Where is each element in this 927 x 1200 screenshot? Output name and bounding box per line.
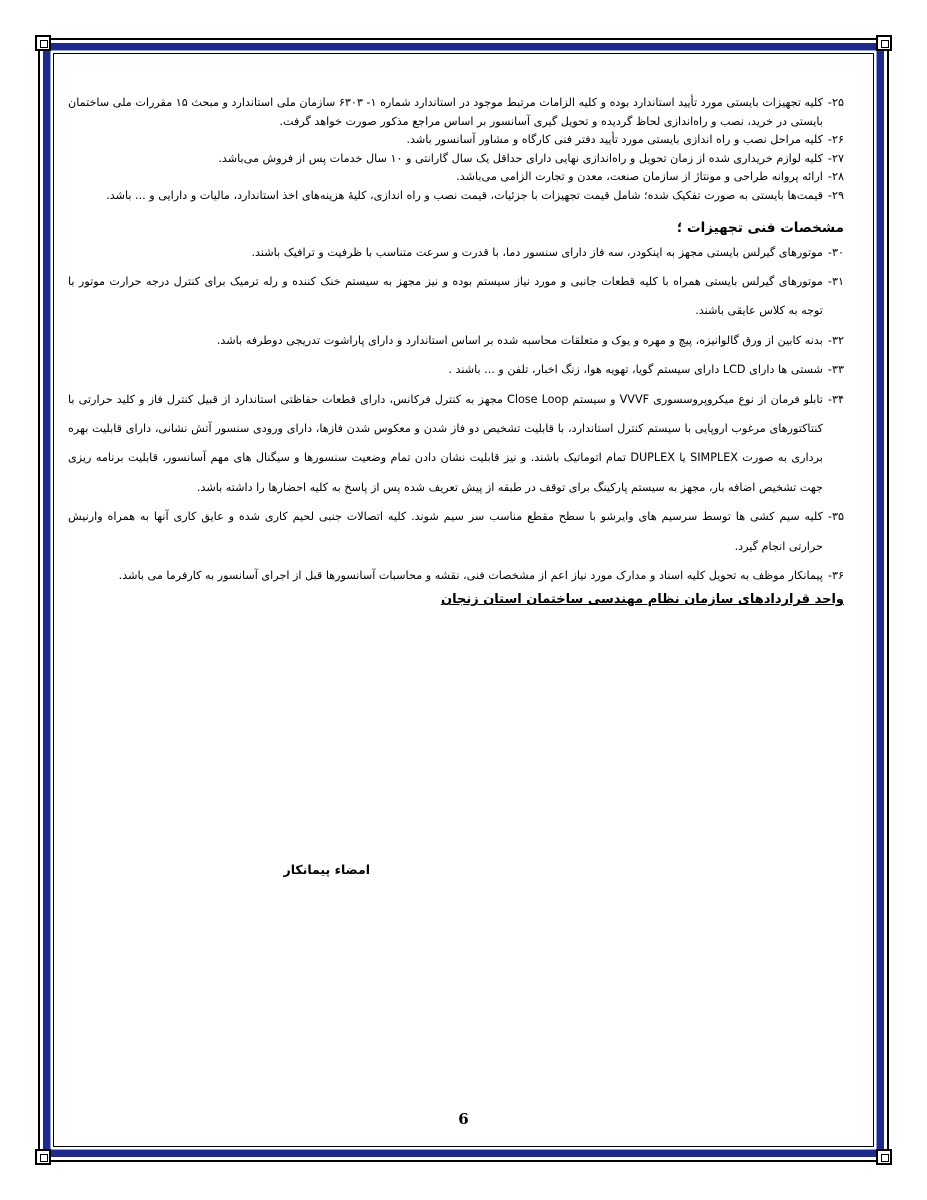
item-text: پیمانکار موظف به تحویل کلیه اسناد و مدارک مورد نیاز اعم از مشخصات فنی، نقشه و محاسبات آسانسورها قبل از اجرای آسانسور به کارفرما می باشد.	[118, 569, 823, 583]
item-text: قیمت‌ها بایستی به صورت تفکیک شده؛ شامل قیمت تجهیزات با جزئیات، قیمت نصب و راه اندازی، کلیهٔ هزینه‌های اخذ استاندارد، مالیات و دارایی و ... باشد.	[106, 188, 823, 202]
list-item	[68, 326, 844, 355]
page-number: 6	[458, 1110, 469, 1128]
item-text: تابلو فرمان از نوع میکروپروسسوری VVVF و سیستم Close Loop مجهز به کنترل فرکانس، دارای قطعات حفاظتی استاندارد از قبیل کنترل فاز و کلید حرارتی با کنتاکتورهای مرغوب اروپایی با سیستم کنترل استاندارد، با قابلیت تشخیص دو فاز شدن و معکوس شدن فازها، دارای ورودی سنسور آتش نشانی، دارای قابلیت بهره برداری به صورت SIMPLEX یا DUPLEX تمام اتوماتیک باشند. و نیز قابلیت نشان دادن تمام وضعیت سنسورها و سیگنال های مهم آسانسور، قابلیت برنامه ریزی جهت تشخیص اضافه بار، مجهز به سیستم پارکینگ برای توقف در طبقه از پیش تعریف شده پس از پاسخ به کلیه احضارها را داشته باشد.	[68, 392, 823, 494]
item-text: موتورهای گیرلس بایستی مجهز به اینکودر، سه فاز دارای سنسور دما، با قدرت و سرعت متناسب با ظرفیت و ترافیک باشند.	[251, 245, 823, 259]
border-corner-ornament	[876, 1149, 892, 1165]
contractor-signature-label: امضاء پیمانکار	[283, 862, 370, 877]
list-item	[68, 238, 844, 267]
item-number: ۳۲-	[827, 333, 844, 347]
item-number: ۲۹-	[827, 188, 844, 202]
item-number: ۲۷-	[827, 151, 844, 165]
issuing-unit: واحد قراردادهای سازمان نظام مهندسی ساختمان استان زنجان	[440, 592, 844, 608]
border-corner-ornament	[35, 1149, 51, 1165]
item-text: موتورهای گیرلس بایستی همراه با کلیه قطعات جانبی و مورد نیاز سیستم بوده و نیز مجهز به سیستم خنک کننده و رله ترمیک برای کنترل درجه حرارت موتور با توجه به کلاس عایقی باشند.	[68, 274, 823, 318]
border-corner-ornament	[876, 35, 892, 51]
item-number: ۲۸-	[827, 170, 844, 184]
item-text: شستی ها دارای LCD دارای سیستم گویا، تهویه هوا، زنگ اخبار، تلفن و ... باشند .	[448, 363, 823, 377]
technical-specs-list	[68, 238, 844, 591]
list-item	[68, 502, 844, 561]
border-corner-ornament	[35, 35, 51, 51]
item-number: ۳۴-	[827, 392, 844, 406]
section-heading: مشخصات فنی تجهیزات ؛	[676, 219, 844, 236]
item-text: کلیه سیم کشی ها توسط سرسیم های وایرشو با سطح مقطع مناسب سر سیم شوند. کلیه اتصالات جنبی لحیم کاری شده و عایق کاری آنها به همراه وارنیش حرارتی انجام گیرد.	[68, 510, 823, 553]
list-item	[68, 385, 844, 503]
item-text: کلیه تجهیزات بایستی مورد تأیید استاندارد بوده و کلیه الزامات مرتبط موجود در استاندارد شماره ۱- ۶۳۰۳ سازمان ملی استاندارد و مبحث ۱۵ مقررات ملی ساختمان بایستی در خرید، نصب و راه‌اندازی لحاظ گردیده و تحویل گیری آسانسور بر اساس مراجع مذکور صورت خواهد گرفت.	[68, 96, 823, 128]
general-requirements-list	[68, 94, 844, 206]
item-text: بدنه کابین از ورق گالوانیزه، پیچ و مهره و یوک و متعلقات محاسبه شده بر اساس استاندارد و دارای پاراشوت تدریجی دوطرفه باشد.	[216, 333, 823, 347]
list-item	[68, 131, 844, 150]
item-number: ۲۶-	[827, 133, 844, 147]
list-item	[68, 168, 844, 187]
item-text: کلیه مراحل نصب و راه اندازی بایستی مورد تأیید دفتر فنی کارگاه و مشاور آسانسور باشد.	[406, 133, 823, 147]
item-number: ۲۵-	[827, 96, 844, 109]
list-item	[68, 355, 844, 384]
item-number: ۳۵-	[827, 510, 844, 524]
list-item	[68, 561, 844, 590]
document-body	[68, 94, 844, 607]
list-item	[68, 94, 844, 131]
list-item	[68, 267, 844, 326]
item-number: ۳۰-	[827, 245, 844, 259]
item-text: کلیه لوازم خریداری شده از زمان تحویل و راه‌اندازی نهایی دارای حداقل یک سال گارانتی و ۱۰ سال خدمات پس از فروش می‌باشد.	[218, 151, 823, 165]
item-number: ۳۳-	[827, 363, 844, 377]
item-number: ۳۶-	[827, 569, 844, 583]
list-item	[68, 187, 844, 206]
item-number: ۳۱-	[827, 274, 844, 288]
list-item	[68, 150, 844, 169]
item-text: ارائه پروانه طراحی و مونتاژ از سازمان صنعت، معدن و تجارت الزامی می‌باشد.	[456, 170, 823, 184]
